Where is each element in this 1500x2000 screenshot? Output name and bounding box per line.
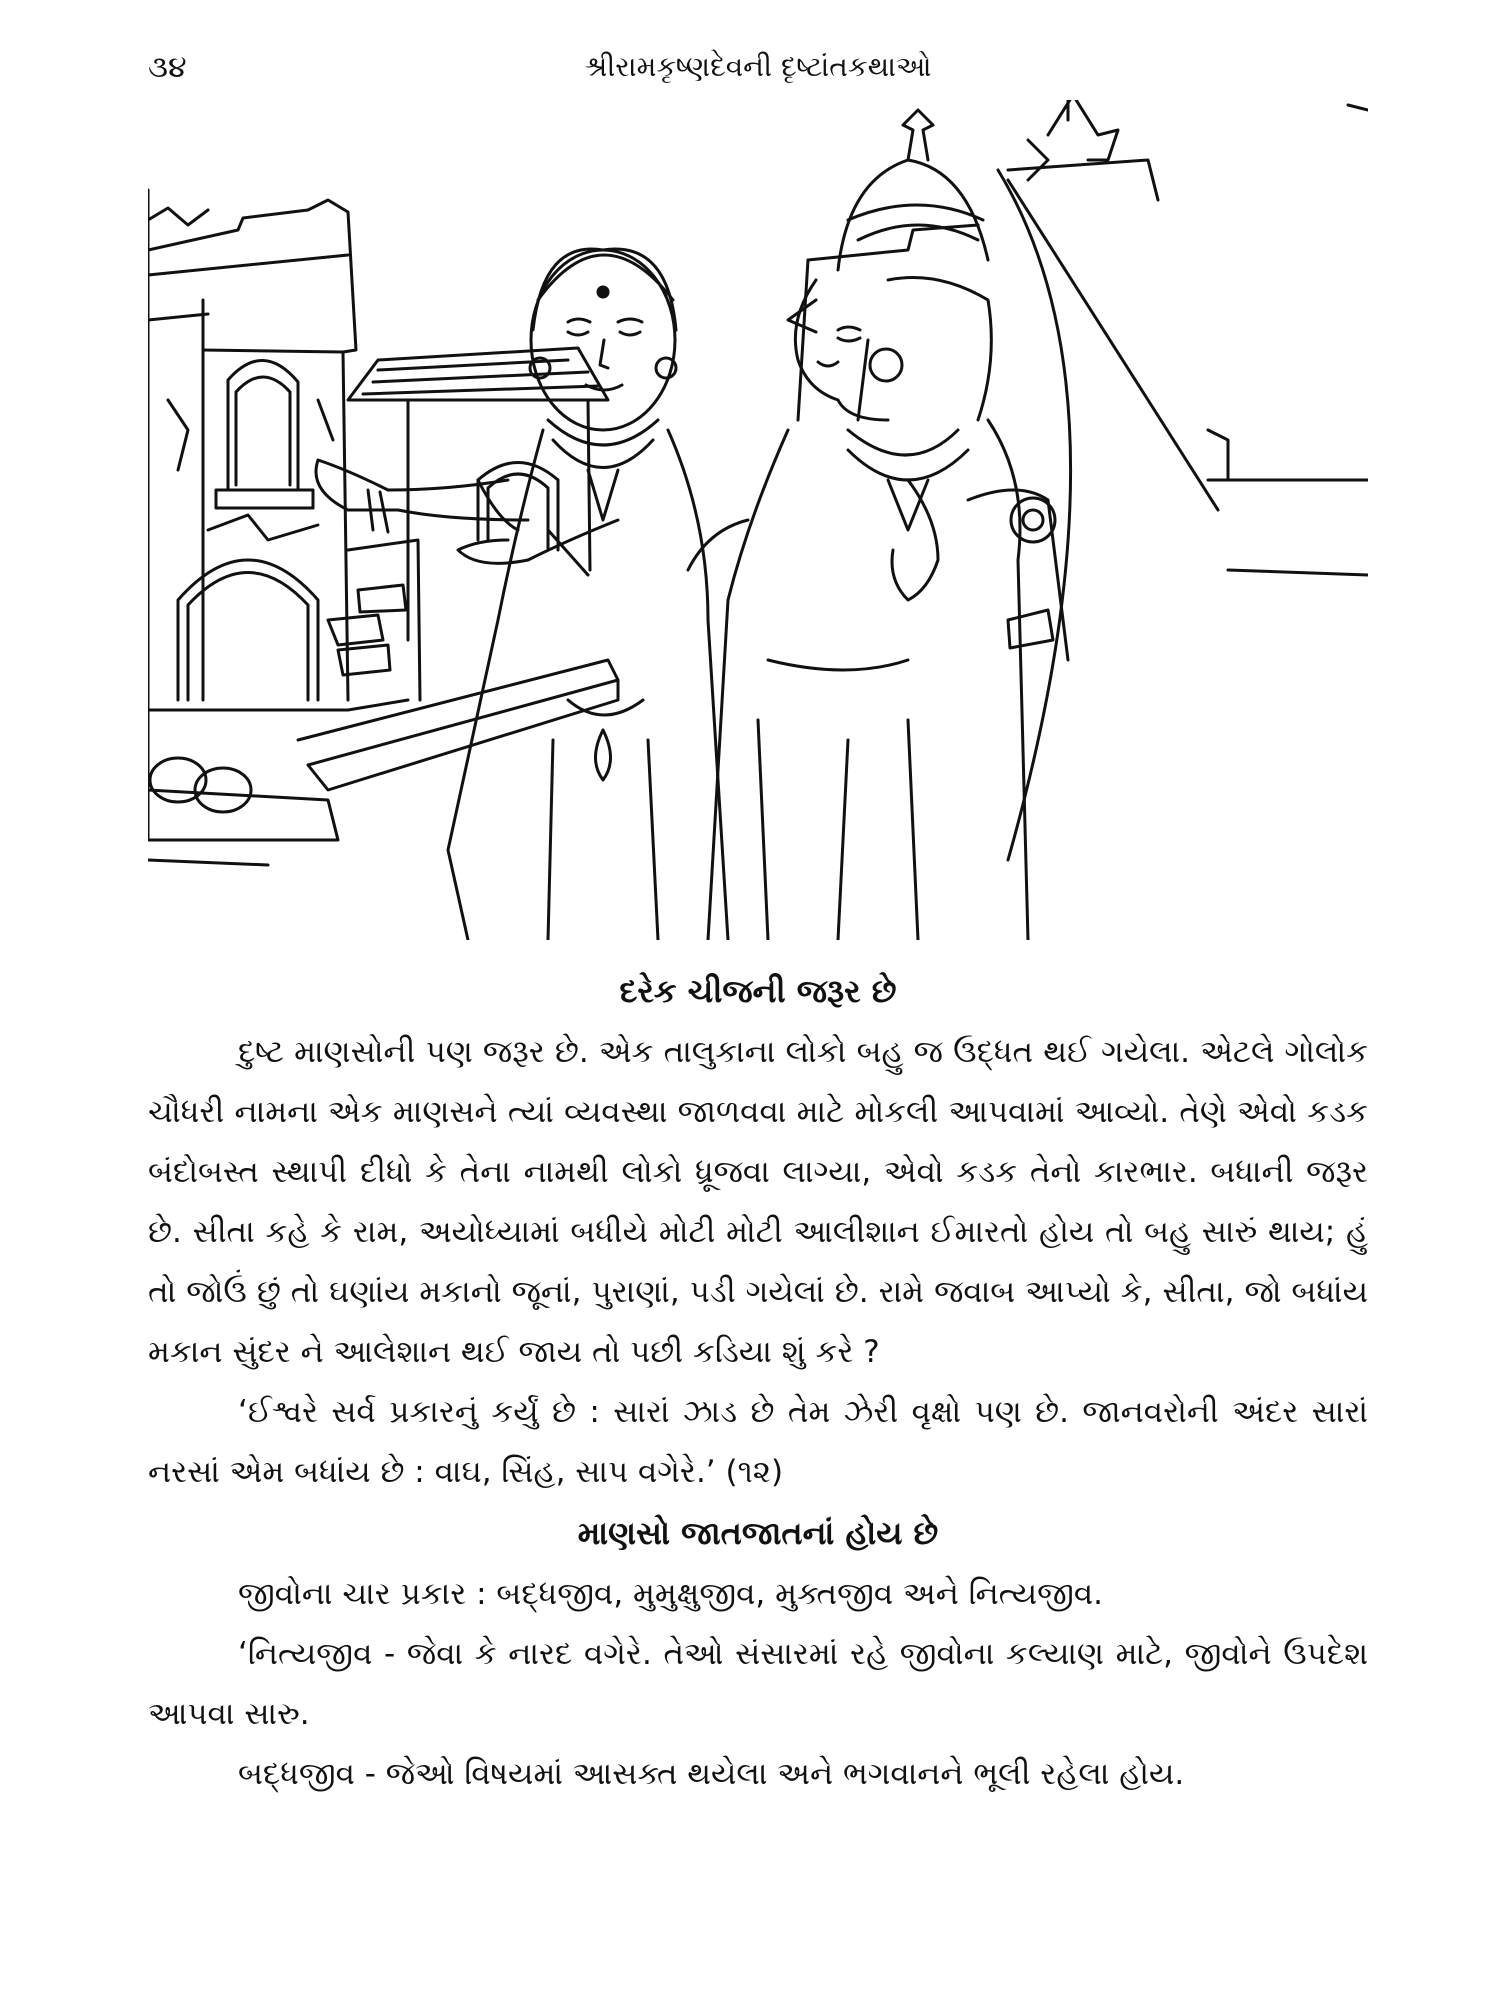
running-header — [148, 50, 1368, 100]
paragraph-four-kinds: જીવોના ચાર પ્રકાર : બદ્ધજીવ, મુમુક્ષુજીવ, મુક્તજીવ અને નિત્યજીવ. — [238, 1576, 1104, 1612]
section-heading-people-vary: માણસો જાતજાતનાં હોય છે — [577, 1514, 939, 1552]
bow — [998, 140, 1228, 860]
paragraph-golok-chaudhari: દુષ્ટ માણસોની પણ જરૂર છે. એક તાલુકાના લોકો બહુ જ ઉદ્ધત થઈ ગયેલા. એટલે ગોલોક ચૌધરી નામના એક માણસને ત્યાં વ્યવસ્થા જાળવવા માટે મોકલી આપવામાં આવ્યો. તેણે એવો કડક બંદોબસ્ત સ્થાપી દીધો કે તેના નામથી લોકો ધ્રૂજવા લાગ્યા, એવો કડક તેનો કારભાર. બધાની જરૂર છે. સીતા કહે કે રામ, અયોધ્યામાં બધીયે મોટી મોટી આલીશાન ઈમારતો હોય તો બહુ સારું થાય; હું તો જોઉં છું તો ઘણાંય મકાનો જૂનાં, પુરાણાં, પડી ગયેલાં છે. રામે જવાબ આપ્યો કે, સીતા, જો બધાંય મકાન સુંદર ને આલેશાન થઈ જાય તો પછી કડિયા શું કરે ? — [148, 1034, 1368, 1370]
stone-steps — [148, 660, 618, 865]
paragraph-nityajiv: ‘નિત્યજીવ - જેવા કે નારદ વગેરે. તેઓ સંસારમાં રહે જીવોના કલ્યાણ માટે, જીવોને ઉપદેશ આપવા સારુ. — [148, 1636, 1368, 1732]
section-heading-every-thing-needed: દરેક ચીજની જરૂર છે — [619, 972, 897, 1010]
illustration-rama-sita — [148, 100, 1368, 940]
text-body — [148, 960, 1368, 1804]
paragraph-baddhajiv: બદ્ધજીવ - જેઓ વિષયમાં આસક્ત થયેલા અને ભગવાનને ભૂલી રહેલા હોય. — [238, 1756, 1185, 1792]
ruined-tower — [148, 190, 356, 840]
arched-building — [148, 540, 420, 710]
reference-number: (૧૨) — [725, 1454, 784, 1490]
page-number: ૩૪ — [148, 50, 187, 85]
tiled-roof-house — [348, 348, 608, 640]
paragraph-ishvare-quote — [148, 1382, 1368, 1502]
quote-text: ‘ઈશ્વરે સર્વ પ્રકારનું કર્યું છે : સારાં ઝાડ છે તેમ ઝેરી વૃક્ષો પણ છે. જાનવરોની અંદર સારાં નરસાં એમ બધાંય છે : વાઘ, સિંહ, સાપ વગેરે.’ — [148, 1394, 1368, 1490]
rama-figure — [688, 110, 1068, 940]
book-title: શ્રીરામકૃષ્ણદેવની દૃષ્ટાંતકથાઓ — [584, 50, 932, 83]
